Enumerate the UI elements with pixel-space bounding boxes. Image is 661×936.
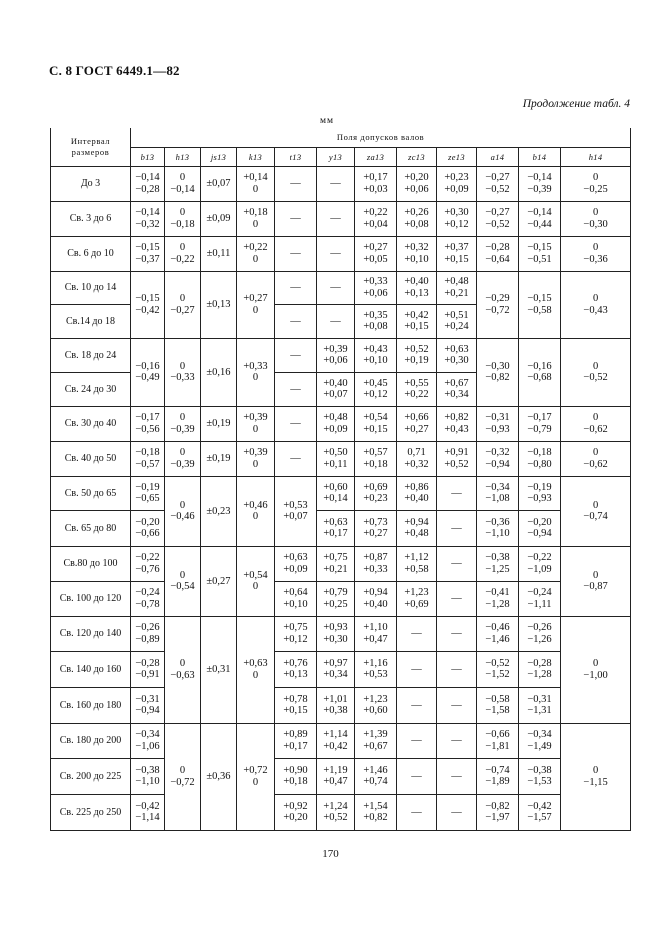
b14-cell: −0,26 −1,26 (519, 616, 561, 651)
h13-cell: 0 −0,18 (165, 201, 201, 236)
k13-cell: +0,72 0 (237, 723, 275, 830)
b13-cell: −0,14 −0,28 (131, 166, 165, 201)
table-row (51, 271, 631, 304)
h13-cell: 0 −0,46 (165, 476, 201, 546)
b13-cell: −0,20 −0,66 (131, 510, 165, 546)
interval-cell: Св. 40 до 50 (51, 441, 131, 476)
js13-cell: ±0,13 (201, 271, 237, 338)
t13-cell: +0,92 +0,20 (275, 794, 317, 830)
zc13-cell: +0,52 +0,19 (397, 338, 437, 372)
t13-cell: — (275, 338, 317, 372)
b13-cell: −0,15 −0,37 (131, 236, 165, 271)
table-row (51, 581, 631, 616)
zc13-cell: +0,40 +0,13 (397, 271, 437, 304)
k13-cell: +0,27 0 (237, 271, 275, 338)
b14-cell: −0,19 −0,93 (519, 476, 561, 510)
page-number: 170 (322, 848, 339, 860)
b14-cell: −0,42 −1,57 (519, 794, 561, 830)
interval-cell: Св. 180 до 200 (51, 723, 131, 758)
ze13-cell: — (437, 687, 477, 723)
k13-cell: +0,39 0 (237, 406, 275, 441)
js13-cell: ±0,31 (201, 616, 237, 723)
za13-cell: +1,54 +0,82 (355, 794, 397, 830)
b13-cell: −0,16 −0,49 (131, 338, 165, 406)
b13-cell: −0,17 −0,56 (131, 406, 165, 441)
za13-cell: +1,16 +0,53 (355, 651, 397, 687)
za13-cell: +0,33 +0,06 (355, 271, 397, 304)
zc13-cell: +1,12 +0,58 (397, 546, 437, 581)
y13-cell: — (317, 304, 355, 338)
zc13-cell: +0,86 +0,40 (397, 476, 437, 510)
interval-cell: Св. 6 до 10 (51, 236, 131, 271)
a14-cell: −0,41 −1,28 (477, 581, 519, 616)
h14-cell: 0 −0,52 (561, 338, 631, 406)
h13-cell: 0 −0,54 (165, 546, 201, 616)
h14-cell: 0 −0,62 (561, 406, 631, 441)
y13-cell: +1,24 +0,52 (317, 794, 355, 830)
y13-cell: +0,60 +0,14 (317, 476, 355, 510)
a14-cell: −0,38 −1,25 (477, 546, 519, 581)
y13-cell: +1,14 +0,42 (317, 723, 355, 758)
za13-cell: +0,69 +0,23 (355, 476, 397, 510)
ze13-cell: +0,48 +0,21 (437, 271, 477, 304)
table-row (51, 723, 631, 758)
za13-cell: +0,54 +0,15 (355, 406, 397, 441)
h13-cell: 0 −0,33 (165, 338, 201, 406)
group-header: Поля допусков валов (131, 128, 631, 147)
b13-cell: −0,42 −1,14 (131, 794, 165, 830)
y13-cell: — (317, 271, 355, 304)
t13-cell: — (275, 406, 317, 441)
b13-cell: −0,18 −0,57 (131, 441, 165, 476)
zc13-cell: — (397, 758, 437, 794)
interval-cell: Св. 65 до 80 (51, 510, 131, 546)
ze13-cell: — (437, 476, 477, 510)
zc13-cell: — (397, 687, 437, 723)
b13-cell: −0,15 −0,42 (131, 271, 165, 338)
zc13-cell: +0,26 +0,08 (397, 201, 437, 236)
table-row (51, 166, 631, 201)
ze13-cell: +0,82 +0,43 (437, 406, 477, 441)
table-row (51, 546, 631, 581)
b13-cell: −0,22 −0,76 (131, 546, 165, 581)
ze13-cell: +0,63 +0,30 (437, 338, 477, 372)
column-header: k13 (237, 147, 275, 166)
interval-cell: Св. 50 до 65 (51, 476, 131, 510)
interval-cell: Св. 140 до 160 (51, 651, 131, 687)
t13-cell: +0,64 +0,10 (275, 581, 317, 616)
t13-cell: +0,78 +0,15 (275, 687, 317, 723)
b13-cell: −0,34 −1,06 (131, 723, 165, 758)
b13-cell: −0,14 −0,32 (131, 201, 165, 236)
zc13-cell: +0,32 +0,10 (397, 236, 437, 271)
b13-cell: −0,38 −1,10 (131, 758, 165, 794)
h14-cell: 0 −0,36 (561, 236, 631, 271)
a14-cell: −0,31 −0,93 (477, 406, 519, 441)
js13-cell: ±0,07 (201, 166, 237, 201)
za13-cell: +1,39 +0,67 (355, 723, 397, 758)
zc13-cell: +0,66 +0,27 (397, 406, 437, 441)
t13-cell: — (275, 372, 317, 406)
column-header: ze13 (437, 147, 477, 166)
column-header: a14 (477, 147, 519, 166)
zc13-cell: — (397, 651, 437, 687)
y13-cell: +0,40 +0,07 (317, 372, 355, 406)
b14-cell: −0,28 −1,28 (519, 651, 561, 687)
t13-cell: — (275, 441, 317, 476)
interval-cell: Св. 3 до 6 (51, 201, 131, 236)
k13-cell: +0,63 0 (237, 616, 275, 723)
js13-cell: ±0,11 (201, 236, 237, 271)
t13-cell: +0,76 +0,13 (275, 651, 317, 687)
za13-cell: +0,22 +0,04 (355, 201, 397, 236)
k13-cell: +0,14 0 (237, 166, 275, 201)
y13-cell: +0,48 +0,09 (317, 406, 355, 441)
column-header: js13 (201, 147, 237, 166)
za13-cell: +0,17 +0,03 (355, 166, 397, 201)
a14-cell: −0,28 −0,64 (477, 236, 519, 271)
y13-cell: +0,75 +0,21 (317, 546, 355, 581)
a14-cell: −0,74 −1,89 (477, 758, 519, 794)
h13-cell: 0 −0,27 (165, 271, 201, 338)
zc13-cell: — (397, 794, 437, 830)
b13-cell: −0,24 −0,78 (131, 581, 165, 616)
za13-cell: +0,57 +0,18 (355, 441, 397, 476)
k13-cell: +0,33 0 (237, 338, 275, 406)
js13-cell: ±0,09 (201, 201, 237, 236)
b14-cell: −0,14 −0,39 (519, 166, 561, 201)
t13-cell: +0,75 +0,12 (275, 616, 317, 651)
b14-cell: −0,16 −0,68 (519, 338, 561, 406)
ze13-cell: +0,37 +0,15 (437, 236, 477, 271)
js13-cell: ±0,27 (201, 546, 237, 616)
interval-header: Интервал размеров (51, 128, 131, 166)
table-continuation-note: Продолжение табл. 4 (522, 98, 630, 110)
interval-cell: Св.14 до 18 (51, 304, 131, 338)
h14-cell: 0 −1,00 (561, 616, 631, 723)
k13-cell: +0,54 0 (237, 546, 275, 616)
table-row (51, 441, 631, 476)
column-header: h14 (561, 147, 631, 166)
ze13-cell: — (437, 581, 477, 616)
zc13-cell: +1,23 +0,69 (397, 581, 437, 616)
ze13-cell: — (437, 616, 477, 651)
za13-cell: +1,10 +0,47 (355, 616, 397, 651)
y13-cell: +1,01 +0,38 (317, 687, 355, 723)
y13-cell: +0,50 +0,11 (317, 441, 355, 476)
za13-cell: +0,87 +0,33 (355, 546, 397, 581)
zc13-cell: +0,20 +0,06 (397, 166, 437, 201)
interval-cell: Св. 18 до 24 (51, 338, 131, 372)
column-header: b14 (519, 147, 561, 166)
js13-cell: ±0,36 (201, 723, 237, 830)
ze13-cell: +0,91 +0,52 (437, 441, 477, 476)
h14-cell: 0 −0,25 (561, 166, 631, 201)
column-header: zc13 (397, 147, 437, 166)
h13-cell: 0 −0,39 (165, 441, 201, 476)
column-header: za13 (355, 147, 397, 166)
js13-cell: ±0,16 (201, 338, 237, 406)
b14-cell: −0,31 −1,31 (519, 687, 561, 723)
t13-cell: — (275, 201, 317, 236)
b13-cell: −0,31 −0,94 (131, 687, 165, 723)
column-header: y13 (317, 147, 355, 166)
k13-cell: +0,22 0 (237, 236, 275, 271)
zc13-cell: — (397, 723, 437, 758)
t13-cell: — (275, 304, 317, 338)
y13-cell: +0,39 +0,06 (317, 338, 355, 372)
a14-cell: −0,32 −0,94 (477, 441, 519, 476)
js13-cell: ±0,23 (201, 476, 237, 546)
table-row (51, 758, 631, 794)
ze13-cell: +0,67 +0,34 (437, 372, 477, 406)
za13-cell: +0,94 +0,40 (355, 581, 397, 616)
interval-cell: Св.80 до 100 (51, 546, 131, 581)
a14-cell: −0,58 −1,58 (477, 687, 519, 723)
za13-cell: +0,43 +0,10 (355, 338, 397, 372)
table-row (51, 236, 631, 271)
a14-cell: −0,27 −0,52 (477, 201, 519, 236)
interval-cell: До 3 (51, 166, 131, 201)
t13-cell: — (275, 236, 317, 271)
zc13-cell: +0,42 +0,15 (397, 304, 437, 338)
b14-cell: −0,18 −0,80 (519, 441, 561, 476)
interval-cell: Св. 100 до 120 (51, 581, 131, 616)
ze13-cell: — (437, 651, 477, 687)
a14-cell: −0,34 −1,08 (477, 476, 519, 510)
table-row (51, 338, 631, 372)
b13-cell: −0,19 −0,65 (131, 476, 165, 510)
h14-cell: 0 −0,43 (561, 271, 631, 338)
b14-cell: −0,20 −0,94 (519, 510, 561, 546)
a14-cell: −0,66 −1,81 (477, 723, 519, 758)
h14-cell: 0 −0,30 (561, 201, 631, 236)
y13-cell: +0,97 +0,34 (317, 651, 355, 687)
y13-cell: — (317, 166, 355, 201)
column-header: b13 (131, 147, 165, 166)
za13-cell: +0,45 +0,12 (355, 372, 397, 406)
interval-cell: Св. 10 до 14 (51, 271, 131, 304)
y13-cell: — (317, 201, 355, 236)
y13-cell: +0,93 +0,30 (317, 616, 355, 651)
interval-cell: Св. 225 до 250 (51, 794, 131, 830)
h13-cell: 0 −0,22 (165, 236, 201, 271)
b14-cell: −0,38 −1,53 (519, 758, 561, 794)
a14-cell: −0,82 −1,97 (477, 794, 519, 830)
b14-cell: −0,14 −0,44 (519, 201, 561, 236)
table-row (51, 687, 631, 723)
a14-cell: −0,52 −1,52 (477, 651, 519, 687)
b13-cell: −0,28 −0,91 (131, 651, 165, 687)
k13-cell: +0,46 0 (237, 476, 275, 546)
b14-cell: −0,24 −1,11 (519, 581, 561, 616)
y13-cell: — (317, 236, 355, 271)
interval-cell: Св. 200 до 225 (51, 758, 131, 794)
table-row (51, 616, 631, 651)
js13-cell: ±0,19 (201, 441, 237, 476)
interval-cell: Св. 160 до 180 (51, 687, 131, 723)
t13-cell: +0,89 +0,17 (275, 723, 317, 758)
y13-cell: +0,79 +0,25 (317, 581, 355, 616)
k13-cell: +0,39 0 (237, 441, 275, 476)
h14-cell: 0 −0,87 (561, 546, 631, 616)
zc13-cell: +0,55 +0,22 (397, 372, 437, 406)
interval-cell: Св. 24 до 30 (51, 372, 131, 406)
zc13-cell: — (397, 616, 437, 651)
a14-cell: −0,30 −0,82 (477, 338, 519, 406)
table-row (51, 406, 631, 441)
unit-label: мм (320, 116, 335, 126)
h14-cell: 0 −0,62 (561, 441, 631, 476)
za13-cell: +1,23 +0,60 (355, 687, 397, 723)
y13-cell: +0,63 +0,17 (317, 510, 355, 546)
zc13-cell: +0,94 +0,48 (397, 510, 437, 546)
ze13-cell: — (437, 510, 477, 546)
ze13-cell: — (437, 546, 477, 581)
b14-cell: −0,22 −1,09 (519, 546, 561, 581)
y13-cell: +1,19 +0,47 (317, 758, 355, 794)
a14-cell: −0,46 −1,46 (477, 616, 519, 651)
a14-cell: −0,29 −0,72 (477, 271, 519, 338)
ze13-cell: — (437, 723, 477, 758)
ze13-cell: +0,23 +0,09 (437, 166, 477, 201)
ze13-cell: — (437, 758, 477, 794)
table-row (51, 476, 631, 510)
b14-cell: −0,15 −0,58 (519, 271, 561, 338)
zc13-cell: 0,71 +0,32 (397, 441, 437, 476)
a14-cell: −0,36 −1,10 (477, 510, 519, 546)
t13-cell: +0,90 +0,18 (275, 758, 317, 794)
h14-cell: 0 −0,74 (561, 476, 631, 546)
h13-cell: 0 −0,72 (165, 723, 201, 830)
interval-cell: Св. 30 до 40 (51, 406, 131, 441)
table-row (51, 794, 631, 830)
column-header: h13 (165, 147, 201, 166)
za13-cell: +0,35 +0,08 (355, 304, 397, 338)
table-row (51, 201, 631, 236)
table-row (51, 651, 631, 687)
table-row (51, 510, 631, 546)
interval-cell: Св. 120 до 140 (51, 616, 131, 651)
b13-cell: −0,26 −0,89 (131, 616, 165, 651)
za13-cell: +0,27 +0,05 (355, 236, 397, 271)
tolerance-table (50, 128, 631, 831)
t13-cell: +0,53 +0,07 (275, 476, 317, 546)
h13-cell: 0 −0,39 (165, 406, 201, 441)
js13-cell: ±0,19 (201, 406, 237, 441)
h13-cell: 0 −0,14 (165, 166, 201, 201)
column-header: t13 (275, 147, 317, 166)
t13-cell: — (275, 271, 317, 304)
a14-cell: −0,27 −0,52 (477, 166, 519, 201)
ze13-cell: +0,30 +0,12 (437, 201, 477, 236)
t13-cell: +0,63 +0,09 (275, 546, 317, 581)
za13-cell: +1,46 +0,74 (355, 758, 397, 794)
h13-cell: 0 −0,63 (165, 616, 201, 723)
za13-cell: +0,73 +0,27 (355, 510, 397, 546)
b14-cell: −0,15 −0,51 (519, 236, 561, 271)
k13-cell: +0,18 0 (237, 201, 275, 236)
b14-cell: −0,34 −1,49 (519, 723, 561, 758)
ze13-cell: +0,51 +0,24 (437, 304, 477, 338)
ze13-cell: — (437, 794, 477, 830)
b14-cell: −0,17 −0,79 (519, 406, 561, 441)
page-header: С. 8 ГОСТ 6449.1—82 (49, 63, 180, 78)
h14-cell: 0 −1,15 (561, 723, 631, 830)
t13-cell: — (275, 166, 317, 201)
